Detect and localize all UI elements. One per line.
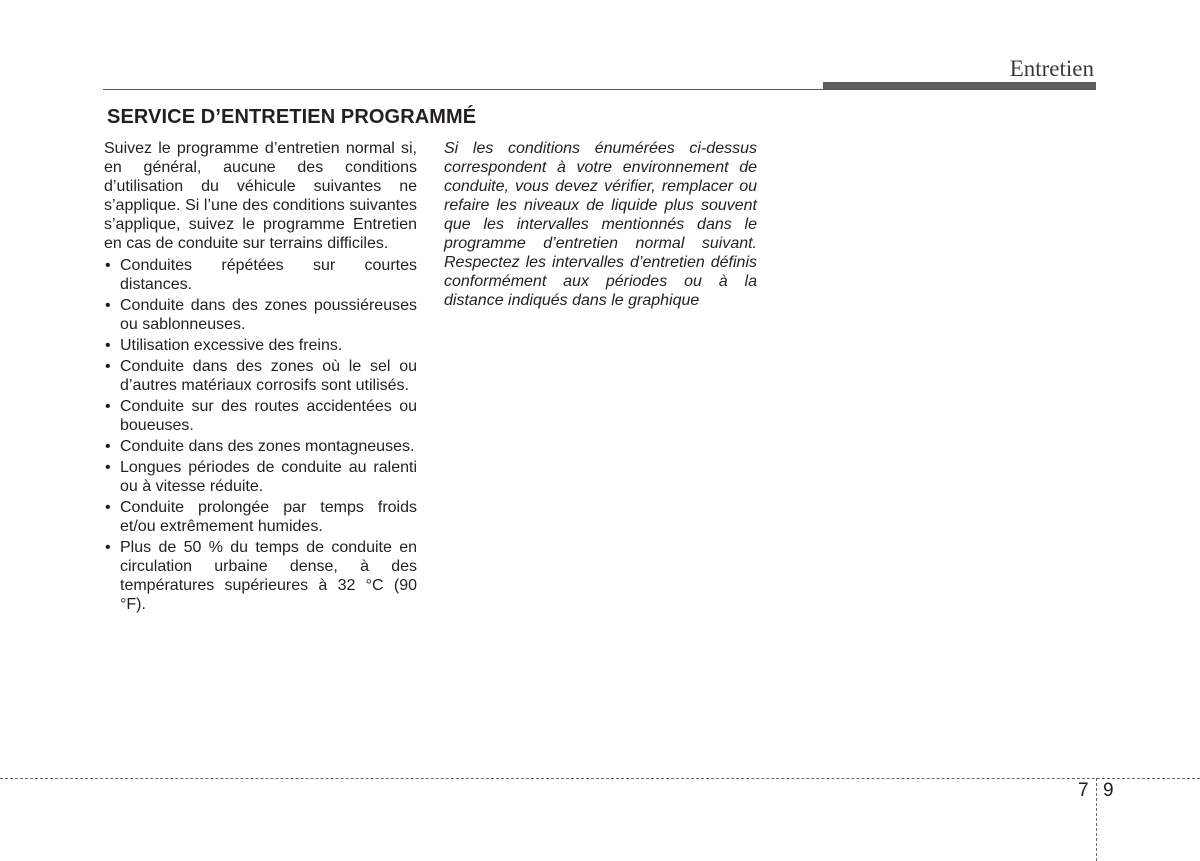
section-title: SERVICE D’ENTRETIEN PROGRAMMÉ	[107, 106, 477, 128]
footer-dashed-rule	[0, 778, 1200, 779]
list-item: • Utilisation excessive des freins.	[104, 336, 417, 355]
note-paragraph: Si les conditions énumérées ci-dessus correspondent à votre environnement de conduite, vous devez vérifier, remplacer ou refaire les niveaux de liquide plus souvent que les intervalles mentionnés dans le programme d’entretien normal suivant. Respectez les intervalles d’entretien définis conformément aux périodes ou à la distance indiqués dans le graphique	[444, 140, 757, 309]
header-thick-rule	[823, 82, 1096, 90]
list-item: • Conduite dans des zones où le sel ou d’autres matériaux corrosifs sont utilisés.	[104, 357, 417, 395]
intro-paragraph: Suivez le programme d’entretien normal si, en général, aucune des conditions d’utilisation du véhicule suivantes ne s’applique. Si l’une des conditions suivantes s’applique, suivez le programme Entretien en cas de conduite sur terrains difficiles.	[104, 140, 417, 252]
list-item: • Longues périodes de conduite au ralenti ou à vitesse réduite.	[104, 458, 417, 496]
page-number: 9	[1103, 780, 1114, 801]
chapter-number: 7	[1078, 780, 1089, 801]
chapter-header-title: Entretien	[1009, 56, 1094, 81]
conditions-list	[104, 256, 417, 614]
list-item: • Plus de 50 % du temps de conduite en circulation urbaine dense, à des températures supérieures à 32 °C (90 °F).	[104, 538, 417, 614]
list-item: • Conduite prolongée par temps froids et/ou extrêmement humides.	[104, 498, 417, 536]
page-number-divider	[1096, 778, 1097, 861]
right-column	[444, 139, 757, 310]
header-thin-rule	[103, 89, 823, 90]
list-item: • Conduite dans des zones montagneuses.	[104, 437, 417, 456]
list-item: • Conduite sur des routes accidentées ou boueuses.	[104, 397, 417, 435]
left-column	[104, 139, 417, 616]
list-item: • Conduites répétées sur courtes distances.	[104, 256, 417, 294]
list-item: • Conduite dans des zones poussiéreuses ou sablonneuses.	[104, 296, 417, 334]
